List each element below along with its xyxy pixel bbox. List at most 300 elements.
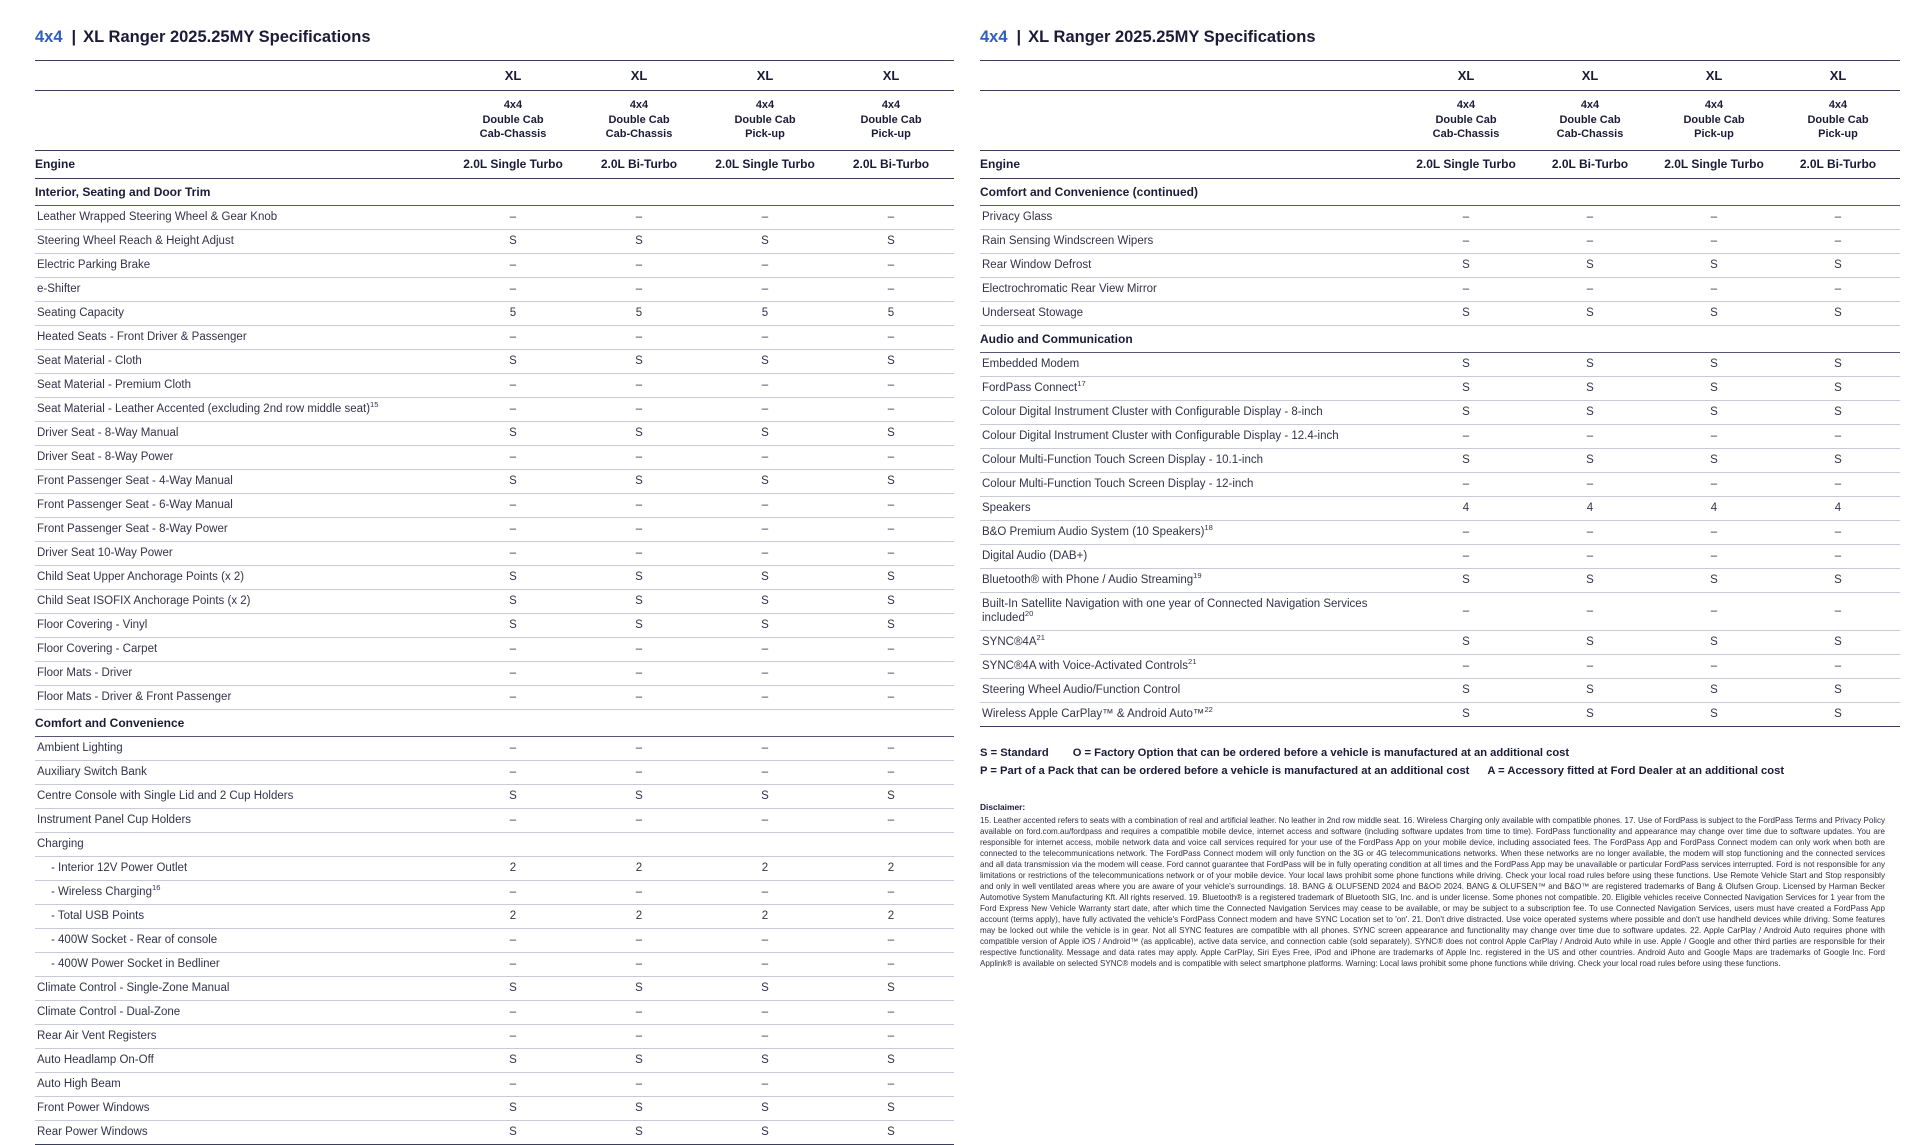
table-row xyxy=(980,253,1900,277)
feature-label: Heated Seats - Front Driver & Passenger xyxy=(37,331,247,344)
feature-value: S xyxy=(887,1102,895,1115)
feature-value: – xyxy=(887,814,895,827)
feature-value: – xyxy=(509,814,517,827)
feature-value: S xyxy=(635,982,643,995)
right-spec-table xyxy=(980,60,1900,727)
feature-label: Electric Parking Brake xyxy=(37,259,151,272)
engine-value: 2.0L Single Turbo xyxy=(1416,156,1516,171)
feature-value: – xyxy=(1586,605,1594,618)
table-row xyxy=(35,1072,954,1096)
body-style-header-row xyxy=(35,91,954,151)
feature-value: – xyxy=(1586,211,1594,224)
feature-value: – xyxy=(1462,430,1470,443)
footnote-marker: 16 xyxy=(151,883,161,893)
left-page-header xyxy=(35,28,932,47)
body-header-blank xyxy=(35,91,450,151)
feature-value: 5 xyxy=(509,307,517,320)
feature-label: Floor Mats - Driver xyxy=(37,667,133,680)
feature-value: – xyxy=(887,766,895,779)
feature-value: S xyxy=(1586,708,1594,721)
feature-value: S xyxy=(761,982,769,995)
section-title: Audio and Communication xyxy=(980,331,1133,346)
feature-value: S xyxy=(1710,708,1718,721)
feature-value: S xyxy=(509,475,517,488)
feature-label: Colour Digital Instrument Cluster with Configurable Display - 8-inch xyxy=(982,406,1323,419)
feature-value: – xyxy=(635,379,643,392)
body-style-cell xyxy=(1528,91,1652,151)
feature-value: S xyxy=(1586,684,1594,697)
feature-label: - 400W Power Socket in Bedliner xyxy=(51,958,220,971)
table-row xyxy=(35,685,954,709)
feature-value: – xyxy=(509,958,517,971)
feature-value: – xyxy=(761,643,769,656)
feature-label: Floor Covering - Vinyl xyxy=(37,619,148,632)
feature-value: – xyxy=(635,259,643,272)
body-style-cell xyxy=(1652,91,1776,151)
feature-value: – xyxy=(1462,526,1470,539)
feature-value: S xyxy=(1586,382,1594,395)
feature-value: – xyxy=(635,742,643,755)
feature-value: S xyxy=(1710,574,1718,587)
feature-value: S xyxy=(635,235,643,248)
trim-header-cell: XL xyxy=(1581,68,1599,83)
feature-value: – xyxy=(887,451,895,464)
feature-value: – xyxy=(887,523,895,536)
feature-value: – xyxy=(887,934,895,947)
feature-value: S xyxy=(635,619,643,632)
disclaimer-text: 15. Leather accented refers to seats with a combination of real and artificial leather. No leather in 2nd row middle seat. 16. Wireless Charging only available with compatible phones. 17. Use of FordPass is subject to the FordPass Terms and Privacy Policy available on ford.com.au/fordpass and requires a compatible mobile device, internet access and software (including software updates from time to time). FordPass functionality and appearance may change over time due to software updates. You are responsible for internet access, mobile network data and voice call services required for your use of the FordPass App on your mobile device, including associated fees. The FordPass App and FordPass Connect modem can only work when both are connected to the telecommunications network. The FordPass Connect modem will only function on the 3G or 4G telecommunications networks. When these networks are no longer available, the modem will stop functioning and the connected services and all data transmission via the modem will cease. Ford cannot guarantee that FordPass will be in fully operating condition at all times and the FordPass App may be unavailable or particular FordPass services interrupted. Ford is not responsible for any limitations or restrictions of the telecommunications network or of your mobile device. Your local laws prohibit some phone functions while driving. Check your local road rules before using these functions. Use Remote Vehicle Start and Stop responsibly and only in well ventilated areas where you are aware of your vehicle's surroundings. 18. BANG & OLUFSEND 2024 and B&O© 2024. BANG & OLUFSEN™ and B&O™ are registered trademarks of Bang & Olufsen Group. Licensed by Harman Becker Automotive System Manufacturing Kft. All rights reserved. 19. Bluetooth® is a registered trademark of Bluetooth SIG, Inc. and is under license. Some phones not compatible. 20. Eligible vehicles receive Connected Navigation Services for 1 year from the Ford Express New Vehicle Warranty start date, after which time the Connected Navigation Services may cease to be available, or may be subject to a subscription fee. To use Connected Navigation Services, users must have created a FordPass App account (terms apply), have fully activated the vehicle's FordPass Connect modem and have SYNC Location set to 'on'. 21. Don't drive distracted. Use voice operated systems where possible and don't use handheld devices while driving. Some features may be locked out while the vehicle is in gear. Not all SYNC features are compatible with all phones. SYNC screen appearance and functionality may change over time due to software updates. 22. Apple CarPlay / Android Auto requires phone with compatible version of Apple iOS / Android™ (as applicable), active data service, and connection cable (sold separately). SYNC® does not control Apple CarPlay / Android Auto while in use. Apple / Google and other third parties are responsible for their respective functionality. Message and data rates may apply. Apple CarPlay, Siri Eyes Free, iPod and iPhone are trademarks of Apple Inc. registered in the US and other countries. Android Auto and Google Maps are trademarks of Google Inc. Ford Applink® is available on selected SYNC® models and is compatible with select smartphone platforms. Warning: Local laws prohibit some phone functions while driving. Check your local road rules before using these functions. xyxy=(980,815,1885,969)
table-row xyxy=(35,832,954,856)
feature-value: 4 xyxy=(1710,502,1718,515)
engine-row xyxy=(35,150,954,178)
feature-label: - Interior 12V Power Outlet xyxy=(51,862,188,875)
body-style-cell xyxy=(1776,91,1900,151)
table-row xyxy=(35,952,954,976)
table-row xyxy=(980,376,1900,400)
feature-value: S xyxy=(1834,454,1842,467)
feature-value: S xyxy=(887,619,895,632)
section-header-row xyxy=(35,178,954,205)
table-row xyxy=(35,904,954,928)
footnote-marker: 17 xyxy=(1077,379,1086,389)
feature-value: S xyxy=(509,790,517,803)
feature-value: – xyxy=(887,1006,895,1019)
feature-value: S xyxy=(1462,382,1470,395)
legend-line-2 xyxy=(980,762,1885,780)
feature-value: S xyxy=(1710,307,1718,320)
feature-value: S xyxy=(1710,382,1718,395)
table-row xyxy=(35,637,954,661)
feature-label: Floor Mats - Driver & Front Passenger xyxy=(37,691,232,704)
feature-value xyxy=(576,832,702,856)
feature-value: – xyxy=(509,499,517,512)
feature-label: Instrument Panel Cup Holders xyxy=(37,814,192,827)
feature-value: – xyxy=(761,451,769,464)
table-row xyxy=(35,856,954,880)
feature-label: - Wireless Charging$^{16}$ xyxy=(51,883,161,899)
left-spec-table xyxy=(35,60,954,1145)
cab-label: Double Cab xyxy=(1807,113,1869,126)
feature-value: – xyxy=(761,1030,769,1043)
feature-value: – xyxy=(509,1030,517,1043)
page-title: XL Ranger 2025.25MY Specifications xyxy=(1028,28,1316,46)
feature-label: Colour Multi-Function Touch Screen Display - 12-inch xyxy=(982,478,1254,491)
table-row xyxy=(35,301,954,325)
feature-value: – xyxy=(761,547,769,560)
feature-value: – xyxy=(1710,430,1718,443)
trim-header-cell: XL xyxy=(1829,68,1847,83)
drive-label: 4x4 xyxy=(1704,99,1724,111)
feature-value: S xyxy=(1462,708,1470,721)
feature-value: S xyxy=(635,355,643,368)
feature-value: S xyxy=(761,235,769,248)
bodystyle-label: Pick-up xyxy=(1694,128,1734,141)
feature-value: – xyxy=(635,643,643,656)
feature-value: S xyxy=(1462,636,1470,649)
feature-value: – xyxy=(1710,235,1718,248)
feature-label: Electrochromatic Rear View Mirror xyxy=(982,283,1157,296)
feature-value: – xyxy=(887,958,895,971)
footnote-marker: 21 xyxy=(1036,633,1045,643)
feature-label: Colour Multi-Function Touch Screen Display - 10.1-inch xyxy=(982,454,1264,467)
section-header-row xyxy=(980,325,1900,352)
table-row xyxy=(35,445,954,469)
feature-label: Driver Seat - 8-Way Manual xyxy=(37,427,179,440)
feature-value: – xyxy=(1586,526,1594,539)
feature-label: Charging xyxy=(37,838,84,851)
feature-label: Front Passenger Seat - 8-Way Power xyxy=(37,523,228,536)
feature-value: – xyxy=(1834,235,1842,248)
feature-value: – xyxy=(1462,605,1470,618)
feature-label: Underseat Stowage xyxy=(982,307,1084,320)
feature-value: S xyxy=(509,1102,517,1115)
feature-value: – xyxy=(761,331,769,344)
feature-value: – xyxy=(1710,478,1718,491)
table-row xyxy=(980,301,1900,325)
feature-label: Front Power Windows xyxy=(37,1102,150,1115)
feature-value: – xyxy=(1462,550,1470,563)
feature-value: – xyxy=(509,379,517,392)
body-style-cell xyxy=(450,91,576,151)
bodystyle-label: Pick-up xyxy=(745,128,785,141)
feature-value: – xyxy=(1710,605,1718,618)
feature-value: – xyxy=(887,643,895,656)
footnote-marker: 18 xyxy=(1204,523,1213,533)
cab-label: Double Cab xyxy=(1435,113,1497,126)
feature-value: – xyxy=(1710,550,1718,563)
feature-value: – xyxy=(1834,526,1842,539)
feature-value: – xyxy=(635,1006,643,1019)
feature-value: – xyxy=(509,283,517,296)
feature-value: – xyxy=(635,499,643,512)
table-row xyxy=(980,654,1900,678)
feature-value: – xyxy=(635,283,643,296)
feature-label: Steering Wheel Reach & Height Adjust xyxy=(37,235,234,248)
feature-value: 5 xyxy=(887,307,895,320)
feature-value: – xyxy=(1710,660,1718,673)
feature-value: S xyxy=(1462,406,1470,419)
feature-value: – xyxy=(761,958,769,971)
table-row xyxy=(35,349,954,373)
feature-value: – xyxy=(509,667,517,680)
feature-value xyxy=(828,832,954,856)
feature-value: S xyxy=(1462,259,1470,272)
left-table-body xyxy=(35,178,954,1144)
feature-value: S xyxy=(635,1126,643,1139)
feature-value: – xyxy=(635,934,643,947)
feature-value: – xyxy=(635,691,643,704)
feature-label: Speakers xyxy=(982,502,1031,515)
feature-value: 4 xyxy=(1586,502,1594,515)
feature-label: Rain Sensing Windscreen Wipers xyxy=(982,235,1154,248)
feature-value: – xyxy=(887,667,895,680)
feature-value: – xyxy=(887,499,895,512)
feature-value: S xyxy=(1586,574,1594,587)
body-style-cell xyxy=(1404,91,1528,151)
feature-label: Auto High Beam xyxy=(37,1078,121,1091)
body-style-header-row xyxy=(980,91,1900,151)
feature-value: S xyxy=(761,475,769,488)
trim-header-cell: XL xyxy=(1705,68,1723,83)
feature-value: – xyxy=(509,259,517,272)
feature-value: S xyxy=(509,619,517,632)
feature-value: – xyxy=(761,691,769,704)
feature-value: – xyxy=(509,742,517,755)
engine-value: 2.0L Bi-Turbo xyxy=(1551,156,1629,171)
drive-label: 4x4 xyxy=(881,99,901,111)
feature-value: – xyxy=(1834,211,1842,224)
feature-value: – xyxy=(509,934,517,947)
feature-value: – xyxy=(509,403,517,416)
body-style-cell xyxy=(576,91,702,151)
feature-value: S xyxy=(1462,454,1470,467)
feature-value: S xyxy=(509,595,517,608)
table-row xyxy=(35,517,954,541)
feature-value: – xyxy=(761,283,769,296)
header-separator: | xyxy=(1016,28,1022,46)
feature-value: 2 xyxy=(887,862,895,875)
feature-value: S xyxy=(887,235,895,248)
feature-value: – xyxy=(1462,660,1470,673)
feature-value xyxy=(702,832,828,856)
table-row xyxy=(35,205,954,229)
feature-value: – xyxy=(635,1030,643,1043)
feature-value: S xyxy=(1586,307,1594,320)
feature-value: S xyxy=(1586,406,1594,419)
engine-row-label: Engine xyxy=(980,156,1021,171)
feature-value: S xyxy=(635,595,643,608)
cab-label: Double Cab xyxy=(734,113,796,126)
feature-value: – xyxy=(1462,211,1470,224)
feature-value: – xyxy=(887,1030,895,1043)
feature-value: 2 xyxy=(635,862,643,875)
feature-value: S xyxy=(887,475,895,488)
feature-label: Leather Wrapped Steering Wheel & Gear Knob xyxy=(37,211,278,224)
feature-value: – xyxy=(635,814,643,827)
feature-label: Colour Digital Instrument Cluster with Configurable Display - 12.4-inch xyxy=(982,430,1339,443)
feature-value: – xyxy=(1586,430,1594,443)
cab-label: Double Cab xyxy=(482,113,544,126)
feature-value: S xyxy=(1834,684,1842,697)
feature-value: – xyxy=(1834,478,1842,491)
feature-value: S xyxy=(887,1054,895,1067)
right-page-header xyxy=(980,28,1885,47)
feature-value: S xyxy=(635,1102,643,1115)
engine-value: 2.0L Bi-Turbo xyxy=(600,156,678,171)
feature-label: Rear Window Defrost xyxy=(982,259,1092,272)
feature-label: e-Shifter xyxy=(37,283,81,296)
feature-label: Climate Control - Single-Zone Manual xyxy=(37,982,230,995)
feature-value: S xyxy=(1834,358,1842,371)
feature-label: Wireless Apple CarPlay™ & Android Auto™$^{22}$ xyxy=(982,705,1213,721)
feature-value: S xyxy=(1462,358,1470,371)
feature-value: – xyxy=(761,814,769,827)
table-row xyxy=(980,544,1900,568)
feature-value: – xyxy=(1710,283,1718,296)
feature-label: B&O Premium Audio System (10 Speakers)$^{18}$ xyxy=(982,523,1213,539)
feature-value: – xyxy=(509,1078,517,1091)
trim-header-cell: XL xyxy=(756,68,774,83)
feature-value: S xyxy=(635,1054,643,1067)
table-row xyxy=(980,678,1900,702)
feature-value: – xyxy=(761,259,769,272)
feature-value: S xyxy=(887,427,895,440)
feature-label: $SYNC®4A^{21}$ xyxy=(982,633,1045,649)
feature-value: – xyxy=(887,211,895,224)
feature-value: S xyxy=(761,427,769,440)
feature-value: – xyxy=(509,211,517,224)
feature-value: – xyxy=(1462,478,1470,491)
feature-value: – xyxy=(635,331,643,344)
table-row xyxy=(35,589,954,613)
legend-option: O = Factory Option that can be ordered before a vehicle is manufactured at an additional cost xyxy=(1072,746,1570,759)
feature-value: – xyxy=(1834,283,1842,296)
trim-header-cell: XL xyxy=(504,68,522,83)
bodystyle-label: Pick-up xyxy=(871,128,911,141)
section-title: Interior, Seating and Door Trim xyxy=(35,184,211,199)
feature-value: – xyxy=(635,886,643,899)
feature-label: Seating Capacity xyxy=(37,307,124,320)
section-header-row xyxy=(35,709,954,736)
table-row xyxy=(35,421,954,445)
trim-header-blank xyxy=(980,61,1404,91)
left-page-column xyxy=(0,0,960,1139)
feature-value: S xyxy=(761,790,769,803)
footnote-marker: 19 xyxy=(1193,571,1202,581)
bodystyle-label: Cab-Chassis xyxy=(1556,128,1624,141)
feature-label: Auto Headlamp On-Off xyxy=(37,1054,154,1067)
table-row xyxy=(980,702,1900,726)
feature-value: S xyxy=(635,427,643,440)
feature-value: S xyxy=(761,1054,769,1067)
feature-value: S xyxy=(1834,574,1842,587)
feature-value: – xyxy=(635,667,643,680)
drive-label: 4x4 xyxy=(1828,99,1848,111)
feature-value: – xyxy=(635,211,643,224)
disclaimer-title: Disclaimer: xyxy=(980,801,1026,812)
feature-value: 2 xyxy=(509,862,517,875)
feature-value: – xyxy=(761,1006,769,1019)
feature-value xyxy=(450,832,576,856)
feature-value: S xyxy=(1834,382,1842,395)
feature-label: Rear Power Windows xyxy=(37,1126,148,1139)
table-row xyxy=(35,565,954,589)
page-title: XL Ranger 2025.25MY Specifications xyxy=(83,28,371,46)
feature-value: S xyxy=(1710,259,1718,272)
feature-value: – xyxy=(1586,235,1594,248)
table-row xyxy=(35,784,954,808)
engine-row xyxy=(980,150,1900,178)
feature-value: – xyxy=(761,523,769,536)
feature-value: S xyxy=(1462,574,1470,587)
table-row xyxy=(980,472,1900,496)
feature-value: S xyxy=(1710,684,1718,697)
engine-row-label: Engine xyxy=(35,156,76,171)
feature-value: – xyxy=(635,523,643,536)
feature-value: S xyxy=(887,355,895,368)
feature-value: – xyxy=(761,403,769,416)
feature-value: – xyxy=(887,1078,895,1091)
feature-label: Privacy Glass xyxy=(982,211,1053,224)
body-style-cell xyxy=(828,91,954,151)
body-header-blank xyxy=(980,91,1404,151)
feature-value: S xyxy=(1586,454,1594,467)
feature-value: – xyxy=(509,523,517,536)
feature-value: S xyxy=(887,1126,895,1139)
footnote-marker: 22 xyxy=(1204,705,1213,715)
cab-label: Double Cab xyxy=(1559,113,1621,126)
feature-value: – xyxy=(509,451,517,464)
table-row xyxy=(35,277,954,301)
engine-value: 2.0L Bi-Turbo xyxy=(852,156,930,171)
table-row xyxy=(980,520,1900,544)
feature-value: – xyxy=(887,331,895,344)
feature-value: S xyxy=(1586,636,1594,649)
drive-label: 4x4 xyxy=(503,99,523,111)
feature-label: Rear Air Vent Registers xyxy=(37,1030,157,1043)
feature-value: S xyxy=(1586,358,1594,371)
feature-label: Front Passenger Seat - 6-Way Manual xyxy=(37,499,233,512)
feature-label: Climate Control - Dual-Zone xyxy=(37,1006,181,1019)
table-row xyxy=(35,613,954,637)
table-row xyxy=(980,277,1900,301)
feature-value: – xyxy=(509,1006,517,1019)
feature-value: 2 xyxy=(509,910,517,923)
trim-header-row xyxy=(980,61,1900,91)
table-row xyxy=(35,661,954,685)
feature-value: – xyxy=(761,499,769,512)
feature-value: S xyxy=(1710,636,1718,649)
feature-value: – xyxy=(1834,430,1842,443)
feature-value: – xyxy=(887,403,895,416)
feature-value: – xyxy=(635,547,643,560)
feature-value: S xyxy=(1834,259,1842,272)
legend-line-1 xyxy=(980,744,1885,762)
feature-value: 2 xyxy=(761,910,769,923)
feature-value: S xyxy=(1710,358,1718,371)
feature-label: Embedded Modem xyxy=(982,358,1080,371)
feature-value: 5 xyxy=(761,307,769,320)
feature-label: Built-In Satellite Navigation with one year of Connected Navigation Services included$^{20}$ xyxy=(982,597,1368,625)
table-row xyxy=(35,736,954,760)
feature-value: S xyxy=(1834,708,1842,721)
feature-value: – xyxy=(761,886,769,899)
feature-value: – xyxy=(1834,550,1842,563)
trim-header-row xyxy=(35,61,954,91)
table-row xyxy=(980,448,1900,472)
feature-value: – xyxy=(1462,283,1470,296)
feature-value: – xyxy=(761,934,769,947)
